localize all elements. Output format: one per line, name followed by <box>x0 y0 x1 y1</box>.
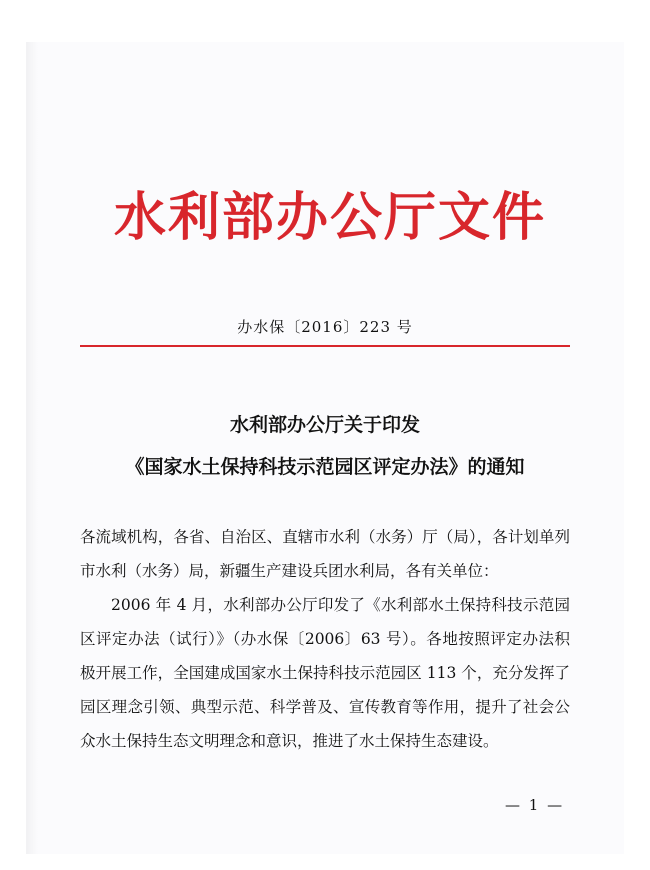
issuer-title: 水利部办公厅文件 <box>113 187 546 248</box>
addressees: 各流域机构，各省、自治区、直辖市水利（水务）厅（局），各计划单列市水利（水务）局，新疆生产建设兵团水利局，各有关单位： <box>80 528 570 580</box>
document-body <box>80 520 570 758</box>
page-number: — 1 — <box>505 796 565 814</box>
notice-title-line2: 《国家水土保持科技示范园区评定办法》的通知 <box>125 456 525 478</box>
body-paragraph: 2006 年 4 月，水利部办公厅印发了《水利部水土保持科技示范园区评定办法（试行）》（办水保〔2006〕63 号）。各地按照评定办法积极开展工作，全国建成国家水土保持科技示范园区 113 个，充分发挥了园区理念引领、典型示范、科学普及、宣传教育等作用，提升了社会公众水土保持生态文明理念和意识，推进了水土保持生态建设。 <box>80 596 570 750</box>
notice-title-line1: 水利部办公厅关于印发 <box>229 414 420 436</box>
document-number: 办水保〔2016〕223 号 <box>237 318 413 336</box>
red-divider <box>80 345 570 347</box>
